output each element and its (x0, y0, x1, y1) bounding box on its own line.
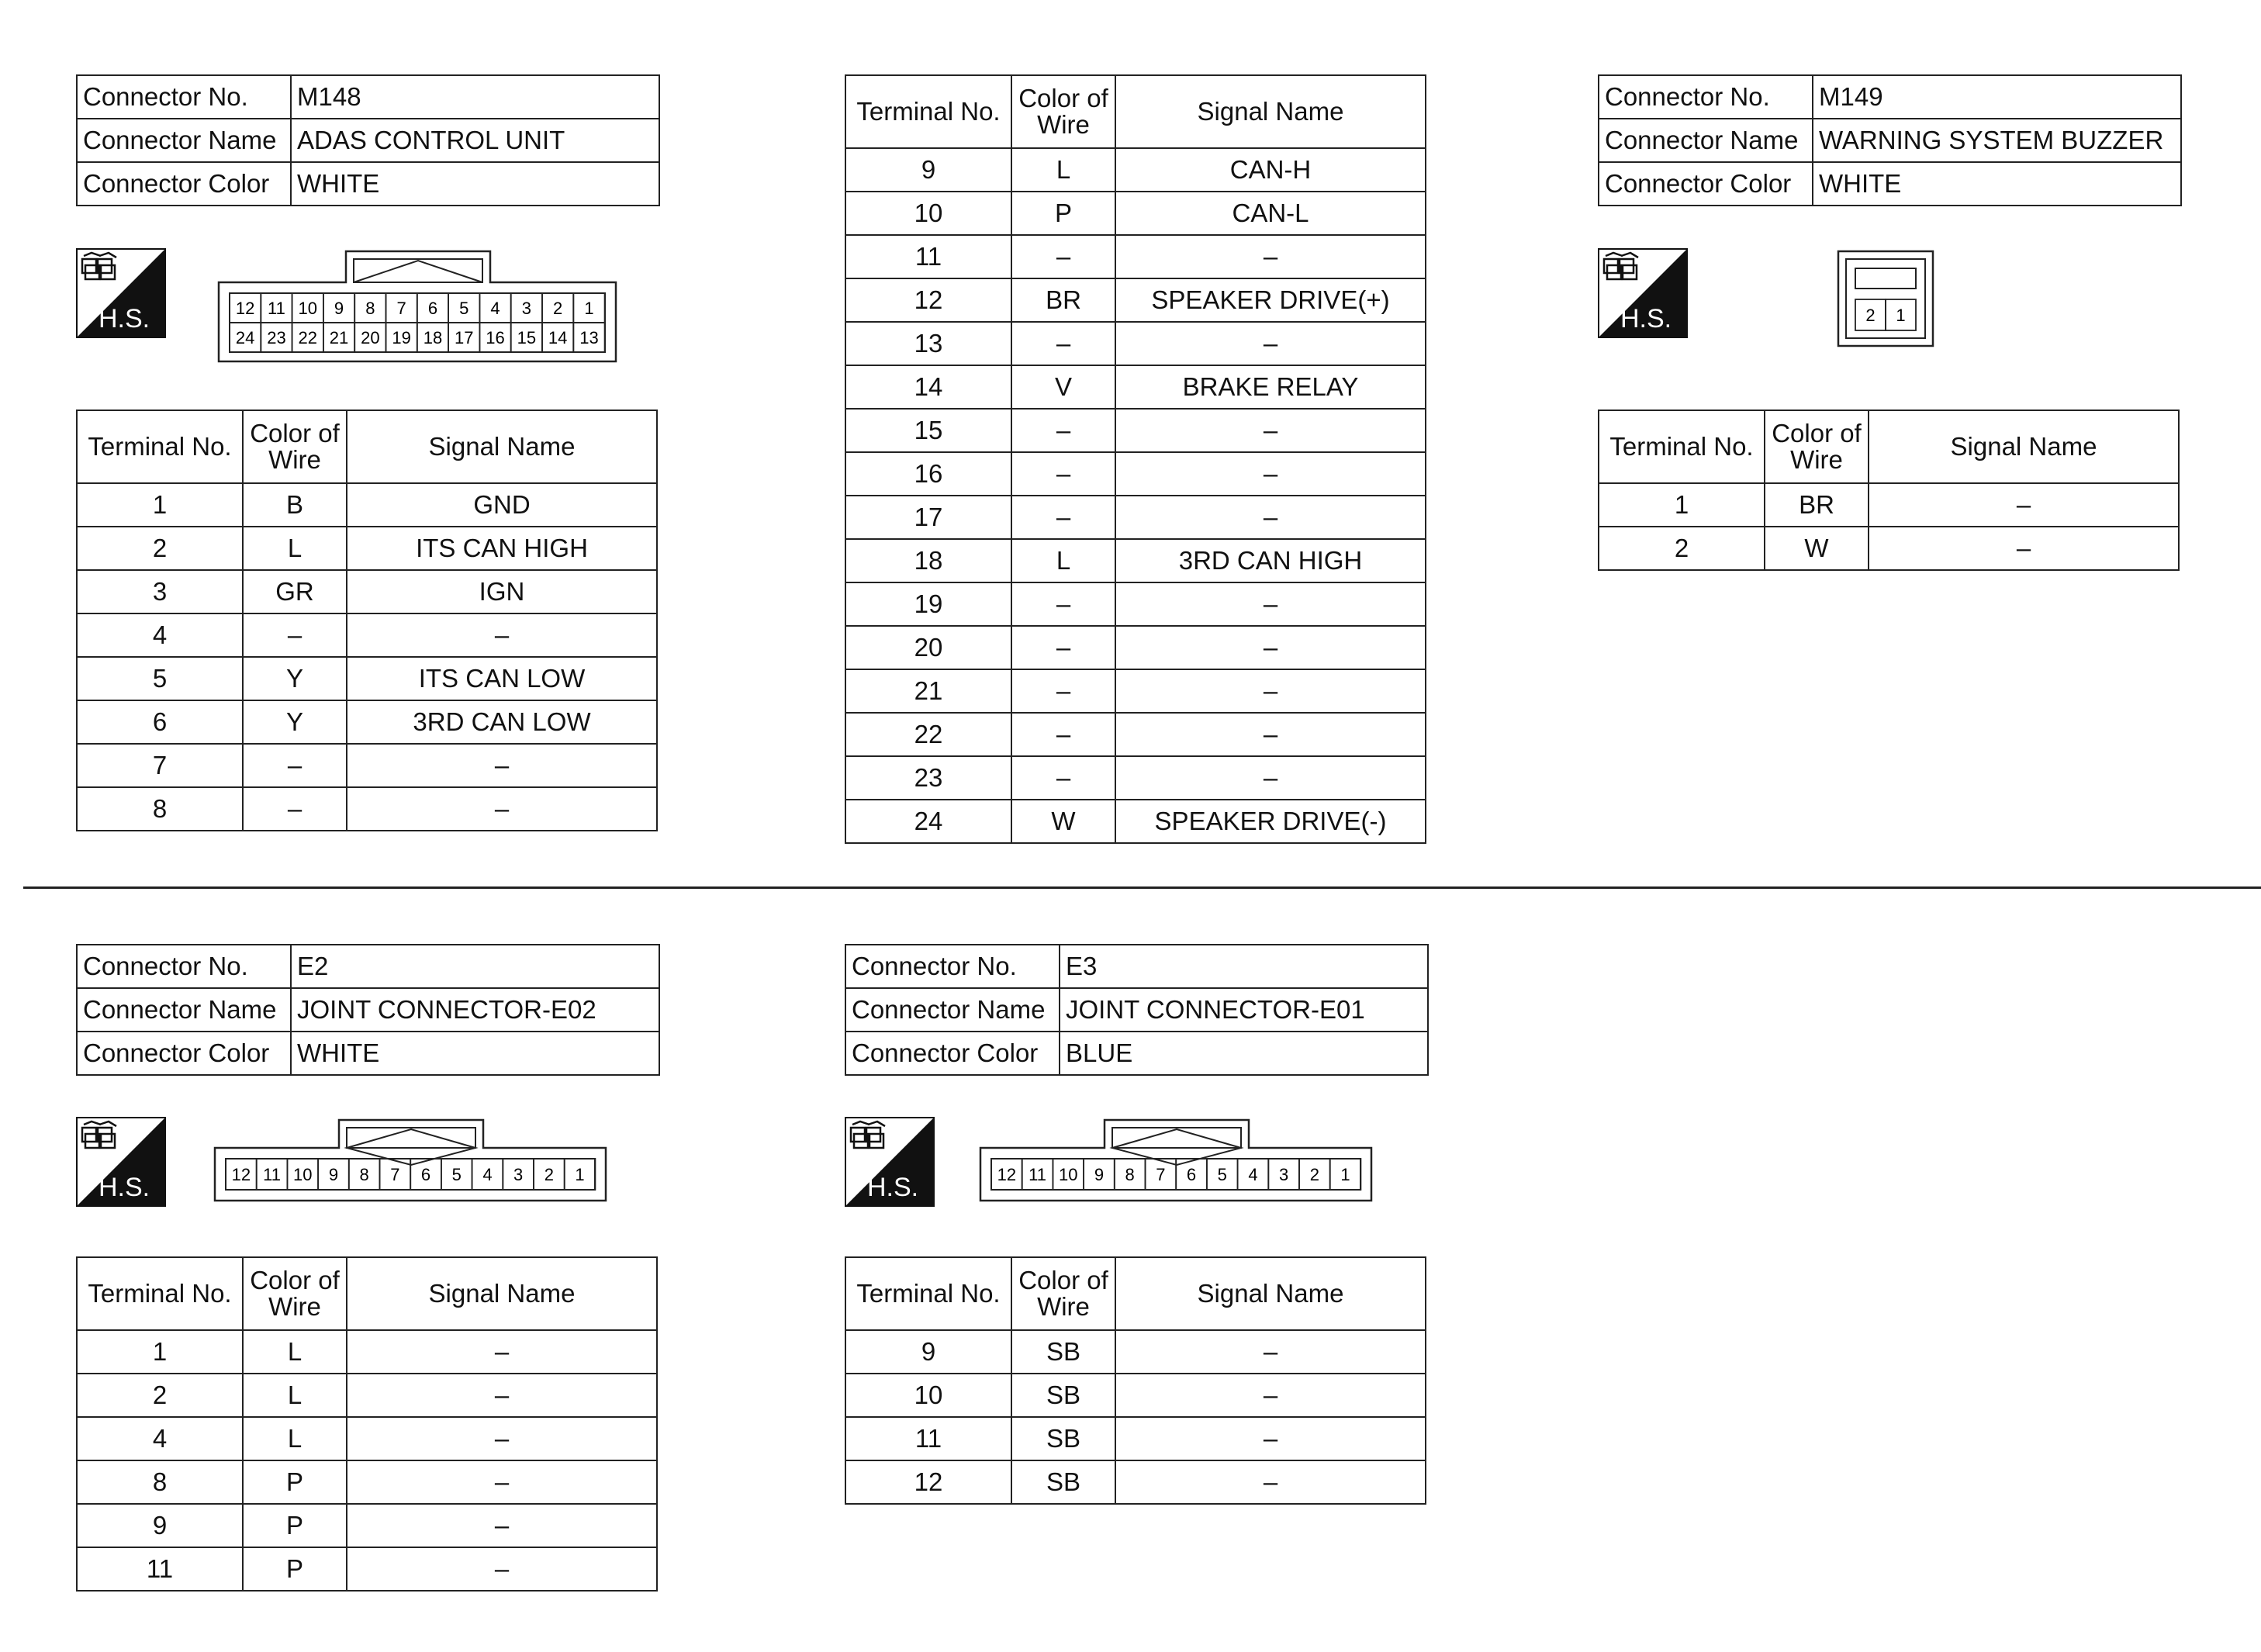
pin-label: 7 (390, 1165, 400, 1184)
table-row (77, 1374, 657, 1417)
wire-color-cell: SB (1011, 1417, 1115, 1460)
e2-terminal-table (76, 1256, 658, 1592)
hs-badge-e2 (76, 1117, 166, 1207)
connector-no-value: M149 (1813, 75, 2181, 119)
table-row (845, 192, 1426, 235)
terminal-no-cell: 6 (77, 700, 243, 744)
table-row (845, 452, 1426, 496)
pin-label: 1 (1340, 1165, 1350, 1184)
signal-name-cell: – (1115, 1460, 1426, 1504)
signal-name-cell: IGN (347, 570, 657, 613)
m148-terminal-table-b (845, 74, 1426, 844)
connector-color-value: WHITE (291, 162, 659, 206)
pin-label: 15 (517, 328, 537, 347)
connector-name-value: JOINT CONNECTOR-E02 (291, 988, 659, 1032)
table-row (77, 1504, 657, 1547)
color-of-wire-header: Color of Wire (1011, 1257, 1115, 1330)
signal-name-cell: – (1115, 626, 1426, 669)
terminal-no-cell: 9 (845, 1330, 1011, 1374)
terminal-no-cell: 9 (845, 148, 1011, 192)
signal-name-header: Signal Name (347, 1257, 657, 1330)
m149-connector-face (1837, 250, 1936, 349)
e2-info-table (76, 944, 660, 1076)
pin-label: 11 (268, 299, 285, 318)
e2-connector-face (213, 1117, 609, 1204)
signal-name-cell: BRAKE RELAY (1115, 365, 1426, 409)
pin-label: 19 (392, 328, 411, 347)
pin-label: 1 (1896, 306, 1906, 325)
wire-color-cell: Y (243, 657, 347, 700)
wire-color-cell: L (243, 527, 347, 570)
connector-color-value: WHITE (291, 1032, 659, 1075)
wire-color-cell: V (1011, 365, 1115, 409)
wire-color-cell: – (1011, 713, 1115, 756)
table-row (77, 744, 657, 787)
pin-label: 14 (548, 328, 568, 347)
pin-label: 10 (1059, 1165, 1078, 1184)
pin-label: 3 (521, 299, 531, 318)
e3-terminal-table (845, 1256, 1426, 1505)
pin-label: 6 (420, 1165, 431, 1184)
table-row (845, 322, 1426, 365)
pin-label: 3 (1279, 1165, 1289, 1184)
terminal-no-cell: 1 (77, 1330, 243, 1374)
terminal-no-cell: 4 (77, 613, 243, 657)
table-row (845, 756, 1426, 800)
wire-color-cell: – (1011, 626, 1115, 669)
signal-name-cell: – (1115, 322, 1426, 365)
connector-color-value: BLUE (1060, 1032, 1428, 1075)
table-row (77, 527, 657, 570)
wire-color-cell: L (243, 1330, 347, 1374)
section-divider (23, 886, 2261, 889)
color-of-wire-header: Color of Wire (243, 410, 347, 483)
table-row (845, 365, 1426, 409)
table-row (845, 539, 1426, 582)
pin-label: 7 (396, 299, 406, 318)
table-row (845, 626, 1426, 669)
terminal-no-cell: 11 (77, 1547, 243, 1591)
terminal-no-cell: 23 (845, 756, 1011, 800)
signal-name-cell: – (1869, 527, 2179, 570)
connector-no-value: M148 (291, 75, 659, 119)
hs-label: H.S. (1620, 304, 1672, 334)
signal-name-cell: – (347, 787, 657, 831)
wire-color-cell: W (1011, 800, 1115, 843)
signal-name-cell: – (347, 1417, 657, 1460)
connector-name-value: JOINT CONNECTOR-E01 (1060, 988, 1428, 1032)
pin-label: 6 (427, 299, 438, 318)
pin-label: 8 (359, 1165, 369, 1184)
terminal-no-cell: 19 (845, 582, 1011, 626)
connector-name-value: ADAS CONTROL UNIT (291, 119, 659, 162)
wire-color-cell: – (1011, 582, 1115, 626)
m148-connector-face (217, 248, 621, 365)
e3-info-table (845, 944, 1429, 1076)
signal-name-header: Signal Name (1115, 1257, 1426, 1330)
signal-name-cell: – (347, 1460, 657, 1504)
pin-label: 7 (1156, 1165, 1166, 1184)
connector-no-label: Connector No. (1599, 75, 1813, 119)
signal-name-cell: CAN-H (1115, 148, 1426, 192)
connector-color-value: WHITE (1813, 162, 2181, 206)
wire-color-cell: L (243, 1417, 347, 1460)
terminal-no-cell: 4 (77, 1417, 243, 1460)
signal-name-cell: – (1115, 409, 1426, 452)
table-row (77, 1547, 657, 1591)
pin-label: 24 (235, 328, 255, 347)
wire-color-cell: L (1011, 539, 1115, 582)
terminal-no-cell: 11 (845, 1417, 1011, 1460)
terminal-no-cell: 22 (845, 713, 1011, 756)
pin-label: 2 (1865, 306, 1876, 325)
table-row (77, 1330, 657, 1374)
signal-name-cell: – (1115, 1417, 1426, 1460)
signal-name-cell: – (347, 1374, 657, 1417)
terminal-no-cell: 24 (845, 800, 1011, 843)
color-of-wire-header: Color of Wire (1011, 75, 1115, 148)
pin-label: 12 (235, 299, 255, 318)
wire-color-cell: SB (1011, 1374, 1115, 1417)
connector-color-label: Connector Color (845, 1032, 1060, 1075)
connector-name-label: Connector Name (845, 988, 1060, 1032)
wire-color-cell: BR (1011, 278, 1115, 322)
wire-color-cell: P (243, 1547, 347, 1591)
terminal-no-cell: 12 (845, 1460, 1011, 1504)
signal-name-header: Signal Name (1115, 75, 1426, 148)
table-row (845, 409, 1426, 452)
signal-name-cell: – (1115, 452, 1426, 496)
signal-name-cell: ITS CAN LOW (347, 657, 657, 700)
hs-label: H.S. (98, 1173, 150, 1202)
pin-label: 22 (298, 328, 317, 347)
terminal-no-cell: 20 (845, 626, 1011, 669)
signal-name-header: Signal Name (347, 410, 657, 483)
pin-label: 11 (263, 1165, 281, 1184)
terminal-no-cell: 8 (77, 1460, 243, 1504)
wire-color-cell: Y (243, 700, 347, 744)
terminal-no-cell: 2 (77, 527, 243, 570)
connector-no-label: Connector No. (845, 945, 1060, 988)
table-row (77, 1460, 657, 1504)
connector-no-value: E3 (1060, 945, 1428, 988)
table-row (845, 148, 1426, 192)
wire-color-cell: – (1011, 756, 1115, 800)
table-row (845, 669, 1426, 713)
terminal-no-cell: 15 (845, 409, 1011, 452)
wire-color-cell: BR (1765, 483, 1869, 527)
table-row (845, 1460, 1426, 1504)
connector-color-label: Connector Color (1599, 162, 1813, 206)
pin-label: 9 (1094, 1165, 1105, 1184)
pin-label: 5 (459, 299, 469, 318)
terminal-no-cell: 2 (77, 1374, 243, 1417)
connector-color-label: Connector Color (77, 1032, 291, 1075)
wire-color-cell: – (1011, 669, 1115, 713)
terminal-no-cell: 10 (845, 1374, 1011, 1417)
color-of-wire-header: Color of Wire (1765, 410, 1869, 483)
signal-name-cell: – (1115, 496, 1426, 539)
terminal-no-cell: 13 (845, 322, 1011, 365)
wire-color-cell: W (1765, 527, 1869, 570)
wire-color-cell: P (243, 1504, 347, 1547)
table-row (77, 787, 657, 831)
pin-label: 17 (455, 328, 474, 347)
wire-color-cell: – (243, 613, 347, 657)
pin-label: 11 (1029, 1165, 1046, 1184)
table-row (845, 1417, 1426, 1460)
terminal-no-cell: 7 (77, 744, 243, 787)
connector-color-label: Connector Color (77, 162, 291, 206)
table-row (845, 496, 1426, 539)
signal-name-cell: – (1115, 235, 1426, 278)
wire-color-cell: B (243, 483, 347, 527)
table-row (845, 1330, 1426, 1374)
m148-info-table (76, 74, 660, 206)
wire-color-cell: – (1011, 409, 1115, 452)
wire-color-cell: GR (243, 570, 347, 613)
signal-name-cell: ITS CAN HIGH (347, 527, 657, 570)
wire-color-cell: SB (1011, 1460, 1115, 1504)
table-row (845, 582, 1426, 626)
wire-color-cell: – (243, 744, 347, 787)
terminal-no-cell: 8 (77, 787, 243, 831)
terminal-no-header: Terminal No. (845, 75, 1011, 148)
terminal-no-cell: 16 (845, 452, 1011, 496)
hs-label: H.S. (98, 304, 150, 334)
signal-name-cell: – (1115, 756, 1426, 800)
signal-name-cell: CAN-L (1115, 192, 1426, 235)
pin-label: 6 (1186, 1165, 1197, 1184)
signal-name-cell: – (347, 1547, 657, 1591)
pin-label: 1 (575, 1165, 585, 1184)
wire-color-cell: P (243, 1460, 347, 1504)
signal-name-cell: – (1115, 582, 1426, 626)
pin-label: 3 (513, 1165, 524, 1184)
table-row (77, 1417, 657, 1460)
pin-label: 1 (584, 299, 594, 318)
terminal-no-cell: 12 (845, 278, 1011, 322)
signal-name-cell: – (1115, 1330, 1426, 1374)
connector-no-label: Connector No. (77, 75, 291, 119)
wire-color-cell: – (1011, 322, 1115, 365)
table-row (845, 800, 1426, 843)
wire-color-cell: – (243, 787, 347, 831)
pin-label: 2 (544, 1165, 554, 1184)
pin-label: 20 (361, 328, 380, 347)
signal-name-cell: – (347, 1330, 657, 1374)
pin-label: 21 (329, 328, 349, 347)
table-row (77, 483, 657, 527)
pin-label: 13 (579, 328, 599, 347)
connector-no-label: Connector No. (77, 945, 291, 988)
terminal-no-cell: 5 (77, 657, 243, 700)
pin-label: 12 (997, 1165, 1017, 1184)
connector-name-label: Connector Name (77, 988, 291, 1032)
terminal-no-cell: 1 (77, 483, 243, 527)
wire-color-cell: SB (1011, 1330, 1115, 1374)
table-row (845, 278, 1426, 322)
wire-color-cell: – (1011, 496, 1115, 539)
signal-name-cell: 3RD CAN HIGH (1115, 539, 1426, 582)
table-row (845, 1374, 1426, 1417)
pin-label: 5 (1217, 1165, 1227, 1184)
pin-label: 2 (1309, 1165, 1319, 1184)
terminal-no-cell: 3 (77, 570, 243, 613)
signal-name-cell: – (1115, 669, 1426, 713)
connector-name-label: Connector Name (77, 119, 291, 162)
pin-label: 2 (553, 299, 563, 318)
terminal-no-cell: 10 (845, 192, 1011, 235)
signal-name-cell: – (1115, 713, 1426, 756)
table-row (845, 235, 1426, 278)
pin-label: 4 (482, 1165, 493, 1184)
signal-name-cell: SPEAKER DRIVE(+) (1115, 278, 1426, 322)
pin-label: 10 (293, 1165, 313, 1184)
terminal-no-header: Terminal No. (845, 1257, 1011, 1330)
terminal-no-cell: 14 (845, 365, 1011, 409)
pin-label: 4 (490, 299, 500, 318)
terminal-no-header: Terminal No. (77, 410, 243, 483)
signal-name-cell: – (1869, 483, 2179, 527)
pin-label: 4 (1248, 1165, 1258, 1184)
signal-name-cell: – (347, 613, 657, 657)
m148-terminal-table-a (76, 410, 658, 831)
color-of-wire-header: Color of Wire (243, 1257, 347, 1330)
terminal-no-cell: 21 (845, 669, 1011, 713)
hs-label: H.S. (866, 1173, 919, 1202)
signal-name-cell: GND (347, 483, 657, 527)
terminal-no-cell: 18 (845, 539, 1011, 582)
hs-badge-m148 (76, 248, 166, 338)
terminal-no-header: Terminal No. (77, 1257, 243, 1330)
terminal-no-cell: 1 (1599, 483, 1765, 527)
pin-label: 5 (451, 1165, 462, 1184)
wire-color-cell: – (1011, 452, 1115, 496)
terminal-no-header: Terminal No. (1599, 410, 1765, 483)
table-row (77, 570, 657, 613)
hs-badge-e3 (845, 1117, 935, 1207)
signal-name-cell: SPEAKER DRIVE(-) (1115, 800, 1426, 843)
signal-name-cell: 3RD CAN LOW (347, 700, 657, 744)
e3-connector-face (979, 1117, 1374, 1204)
signal-name-header: Signal Name (1869, 410, 2179, 483)
table-row (1599, 483, 2179, 527)
signal-name-cell: – (347, 1504, 657, 1547)
table-row (77, 657, 657, 700)
signal-name-cell: – (1115, 1374, 1426, 1417)
terminal-no-cell: 2 (1599, 527, 1765, 570)
table-row (77, 700, 657, 744)
pin-label: 23 (267, 328, 286, 347)
wire-color-cell: L (1011, 148, 1115, 192)
terminal-no-cell: 17 (845, 496, 1011, 539)
m149-info-table (1598, 74, 2182, 206)
table-row (1599, 527, 2179, 570)
table-row (845, 713, 1426, 756)
pin-label: 18 (423, 328, 443, 347)
pin-label: 8 (365, 299, 375, 318)
pin-label: 8 (1125, 1165, 1135, 1184)
pin-label: 9 (334, 299, 344, 318)
signal-name-cell: – (347, 744, 657, 787)
terminal-no-cell: 11 (845, 235, 1011, 278)
connector-name-label: Connector Name (1599, 119, 1813, 162)
wire-color-cell: – (1011, 235, 1115, 278)
pin-label: 9 (328, 1165, 339, 1184)
pin-label: 12 (231, 1165, 251, 1184)
connector-name-value: WARNING SYSTEM BUZZER (1813, 119, 2181, 162)
wire-color-cell: L (243, 1374, 347, 1417)
m149-terminal-table (1598, 410, 2180, 571)
pin-label: 16 (486, 328, 505, 347)
wire-color-cell: P (1011, 192, 1115, 235)
terminal-no-cell: 9 (77, 1504, 243, 1547)
table-row (77, 613, 657, 657)
connector-no-value: E2 (291, 945, 659, 988)
hs-badge-m149 (1598, 248, 1688, 338)
pin-label: 10 (298, 299, 317, 318)
